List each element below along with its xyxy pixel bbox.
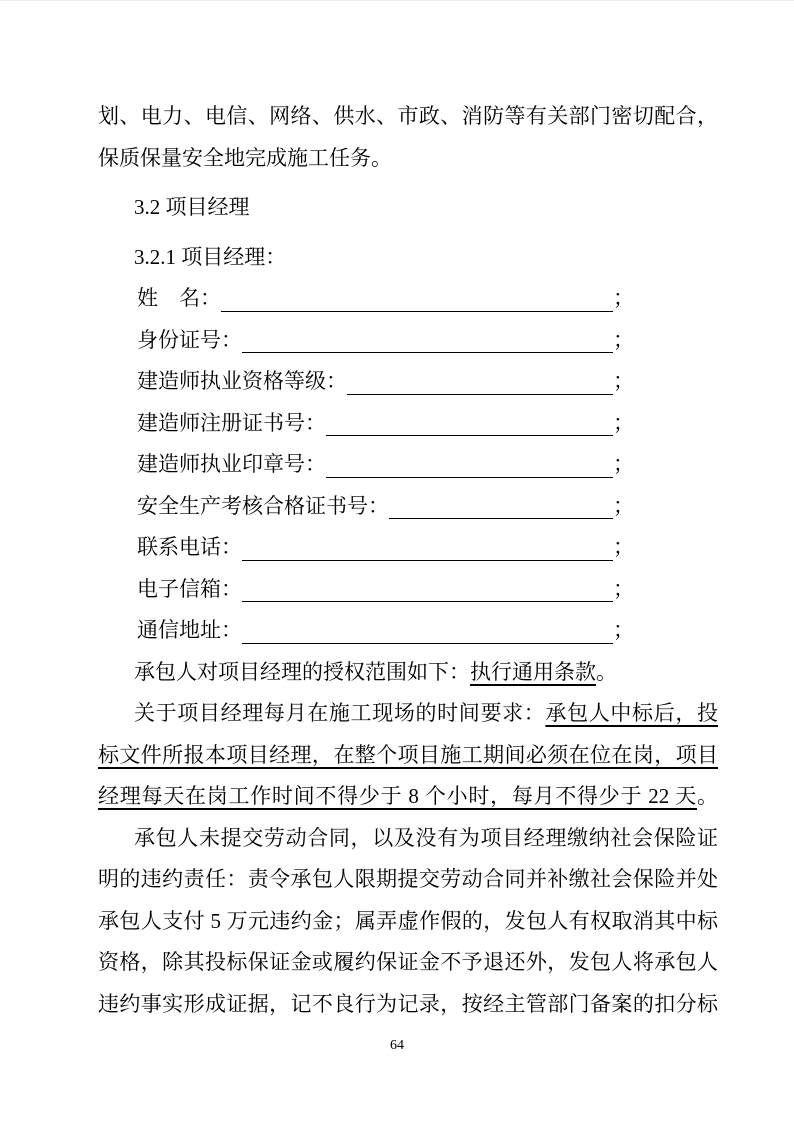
- text-line: 资格，除其投标保证金或履约保证金不予退还外，发包人将承包人: [98, 950, 718, 974]
- field-separator: ；: [613, 369, 634, 393]
- field-separator: ；: [613, 535, 634, 559]
- field-row-qualification-grade: [137, 361, 634, 403]
- field-row-email: [137, 569, 634, 611]
- field-separator: ；: [613, 452, 634, 476]
- field-label: 电子信箱：: [137, 576, 242, 601]
- field-row-id-number: [137, 320, 634, 362]
- field-label: 身份证号：: [137, 327, 242, 352]
- field-row-mailing-address: [137, 610, 634, 652]
- field-label: 安全生产考核合格证书号：: [137, 493, 389, 518]
- text-line: 明的违约责任：责令承包人限期提交劳动合同并补缴社会保险并处: [98, 867, 718, 891]
- para-authorization-prefix: 承包人对项目经理的授权范围如下：: [134, 659, 470, 684]
- para-attendance-underlined-value: 承包人中标后，投: [545, 701, 718, 725]
- project-manager-fields: [98, 278, 718, 652]
- field-separator: ；: [613, 618, 634, 642]
- field-label: 建造师执业印章号：: [137, 452, 326, 476]
- para-attendance: [98, 693, 718, 818]
- field-label: 建造师注册证书号：: [137, 410, 326, 435]
- para-attendance-underlined-value: 标文件所报本项目经理，在整个项目施工期间必须在位在岗，项目: [98, 742, 718, 767]
- para-attendance-prefix: 关于项目经理每月在施工现场的时间要求：: [134, 701, 546, 725]
- text-line: 违约事实形成证据，记不良行为记录，按经主管部门备案的扣分标: [98, 991, 718, 1016]
- field-separator: ；: [613, 493, 634, 518]
- field-row-safety-cert: [137, 486, 634, 528]
- field-blank-underline: [242, 569, 613, 603]
- field-label: 通信地址：: [137, 618, 242, 642]
- para-authorization: [98, 652, 718, 694]
- text-line: 承包人支付 5 万元违约金；属弄虚作假的，发包人有权取消其中标: [98, 908, 718, 933]
- heading-3-2: 3.2 项目经理: [134, 195, 250, 219]
- field-separator: ；: [613, 327, 634, 352]
- para-authorization-underlined-value: 执行通用条款: [470, 659, 596, 684]
- field-blank-underline: [242, 320, 613, 354]
- para-continuation: [98, 96, 718, 179]
- para-attendance-suffix: 。: [697, 784, 718, 808]
- field-blank-underline: [389, 486, 613, 520]
- field-blank-underline: [347, 361, 613, 395]
- field-blank-underline: [242, 610, 613, 644]
- field-separator: ；: [613, 410, 634, 435]
- field-blank-underline: [242, 527, 613, 561]
- text-line: [98, 693, 718, 735]
- text-line: [98, 735, 718, 777]
- field-row-name: [137, 278, 634, 320]
- field-label: 联系电话：: [137, 535, 242, 559]
- text-line: [98, 776, 718, 818]
- field-row-seal-number: [137, 444, 634, 486]
- field-row-registration-cert: [137, 403, 634, 445]
- field-blank-underline: [326, 444, 613, 478]
- page-content: [98, 96, 718, 1025]
- text-line: 承包人未提交劳动合同，以及没有为项目经理缴纳社会保险证: [134, 825, 718, 850]
- field-row-phone: [137, 527, 634, 569]
- field-label: 建造师执业资格等级：: [137, 369, 347, 393]
- field-blank-underline: [326, 403, 613, 437]
- field-separator: ；: [613, 286, 634, 310]
- text-line: 划、电力、电信、网络、供水、市政、消防等有关部门密切配合，: [98, 104, 718, 128]
- field-blank-underline: [221, 278, 613, 312]
- para-attendance-underlined-value: 经理每天在岗工作时间不得少于 8 个小时，每月不得少于 22 天: [98, 784, 697, 808]
- para-authorization-suffix: 。: [596, 659, 617, 684]
- heading-3-2-1: 3.2.1 项目经理：: [134, 244, 287, 269]
- field-separator: ；: [613, 576, 634, 601]
- para-penalty: [98, 818, 718, 1026]
- field-label: 姓 名：: [137, 286, 221, 310]
- page-number: 64: [390, 1038, 404, 1053]
- text-line: 保质保量安全地完成施工任务。: [98, 145, 392, 170]
